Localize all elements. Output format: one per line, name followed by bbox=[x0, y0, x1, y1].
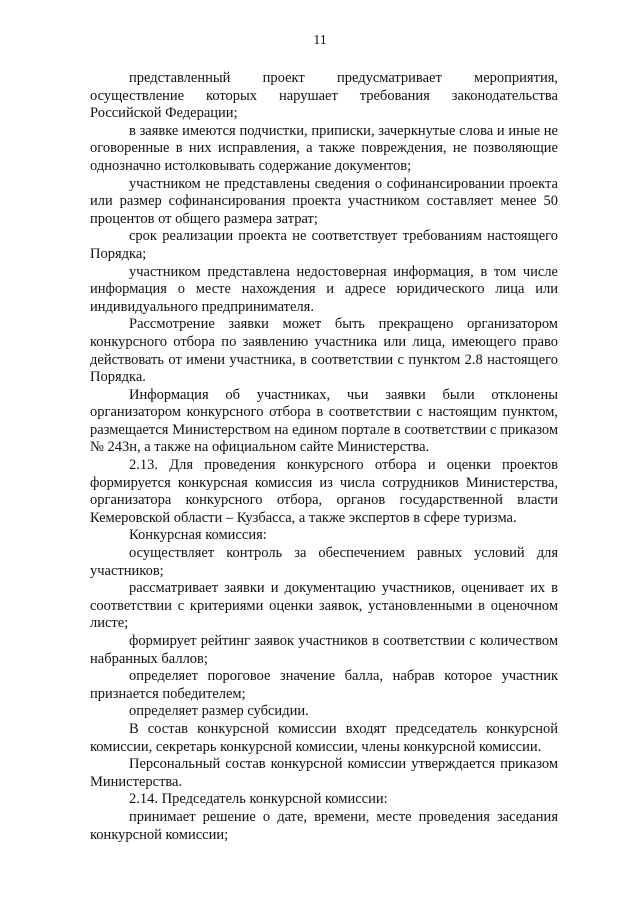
paragraph-14: определяет размер субсидии. bbox=[129, 703, 309, 720]
paragraph-3: участником не представлены сведения о софинансировании проекта или размер софинансирования проекта участником составляет менее 50 процентов от общего размера затрат; bbox=[90, 175, 558, 227]
paragraph-4: срок реализации проекта не соответствует требованиям настоящего Порядка; bbox=[90, 228, 558, 262]
paragraph-18: принимает решение о дате, времени, месте проведения заседания конкурсной комиссии; bbox=[90, 808, 558, 843]
page-number: 11 bbox=[313, 33, 327, 48]
paragraph-5: участником представлена недостоверная информация, в том числе информация о месте нахождения и адресе юридического лица или индивидуального предпринимателя. bbox=[90, 263, 558, 315]
paragraph-16: Персональный состав конкурсной комиссии утверждается приказом Министерства. bbox=[90, 756, 558, 790]
paragraph-2: в заявке имеются подчистки, приписки, зачеркнутые слова и иные не оговоренные в них исправления, а также повреждения, не позволяющие однозначно истолковывать содержание документов; bbox=[90, 122, 558, 174]
paragraph-1: представленный проект предусматривает мероприятия, осуществление которых нарушает требования законодательства Российской Федерации; bbox=[90, 70, 558, 122]
paragraph-17: 2.14. Председатель конкурсной комиссии: bbox=[129, 791, 388, 808]
document-body bbox=[90, 70, 558, 844]
paragraph-13: определяет пороговое значение балла, набрав которое участник признается победителем; bbox=[90, 668, 558, 702]
paragraph-8: 2.13. Для проведения конкурсного отбора и оценки проектов формируется конкурсная комиссия из числа сотрудников Министерства, организатора конкурсного отбора, органов государственной власти Кемеровской области – Кузбасса, а также экспертов в сфере туризма. bbox=[90, 457, 558, 526]
paragraph-11: рассматривает заявки и документацию участников, оценивает их в соответствии с критериями оценки заявок, установленными в оценочном листе; bbox=[90, 580, 558, 632]
paragraph-10: осуществляет контроль за обеспечением равных условий для участников; bbox=[90, 545, 558, 579]
paragraph-7: Информация об участниках, чьи заявки были отклонены организатором конкурсного отбора в соответствии с настоящим пунктом, размещается Министерством на едином портале в соответствии с приказом № 243н, а также на официальном сайте Министерства. bbox=[90, 386, 558, 456]
paragraph-6: Рассмотрение заявки может быть прекращено организатором конкурсного отбора по заявлению участника или лица, имеющего право действовать от имени участника, в соответствии с пунктом 2.8 настоящего Порядка. bbox=[90, 316, 558, 386]
paragraph-9: Конкурсная комиссия: bbox=[129, 527, 267, 544]
paragraph-12: формирует рейтинг заявок участников в соответствии с количеством набранных баллов; bbox=[90, 633, 558, 667]
paragraph-15: В состав конкурсной комиссии входят председатель конкурсной комиссии, секретарь конкурсной комиссии, члены конкурсной комиссии. bbox=[90, 720, 558, 755]
